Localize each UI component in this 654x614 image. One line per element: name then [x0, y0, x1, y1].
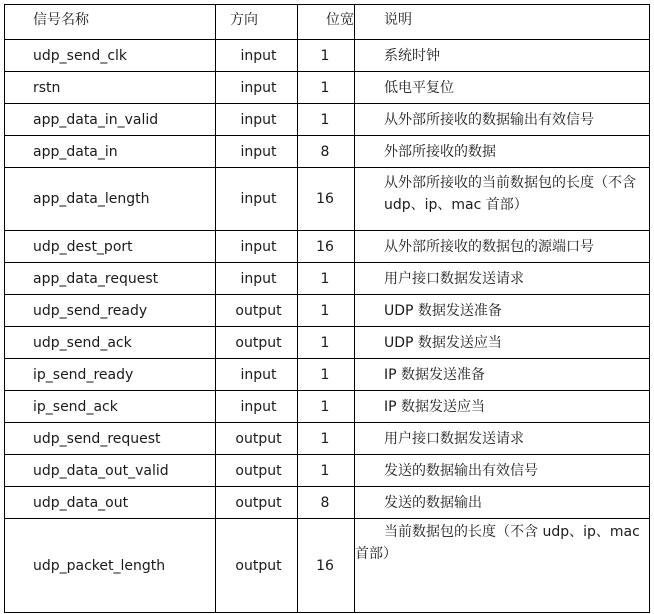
signal-name: udp_data_out	[5, 487, 216, 519]
signal-name: udp_send_request	[5, 423, 216, 455]
signal-description: 发送的数据输出	[355, 487, 650, 519]
signal-direction: input	[216, 168, 298, 231]
signal-direction: output	[216, 327, 298, 359]
signal-direction: input	[216, 72, 298, 104]
signal-direction: output	[216, 455, 298, 487]
table-row	[5, 519, 650, 613]
signal-description: IP 数据发送应当	[355, 391, 650, 423]
signal-name: app_data_length	[5, 168, 216, 231]
signal-width: 16	[298, 168, 355, 231]
signal-description: 发送的数据输出有效信号	[355, 455, 650, 487]
signal-description: 从外部所接收的数据包的源端口号	[355, 231, 650, 263]
signal-description: UDP 数据发送准备	[355, 295, 650, 327]
signal-direction: input	[216, 104, 298, 136]
signal-name: rstn	[5, 72, 216, 104]
signal-name: app_data_request	[5, 263, 216, 295]
table-row	[5, 72, 650, 104]
signal-name: app_data_in	[5, 136, 216, 168]
signal-description: 从外部所接收的当前数据包的长度（不含 udp、ip、mac 首部）	[355, 168, 650, 231]
table-row	[5, 40, 650, 72]
signal-table	[4, 4, 650, 613]
table-row	[5, 168, 650, 231]
header-direction: 方向	[216, 5, 298, 40]
signal-description: 低电平复位	[355, 72, 650, 104]
table-row	[5, 391, 650, 423]
signal-name: udp_send_clk	[5, 40, 216, 72]
signal-name: ip_send_ack	[5, 391, 216, 423]
table-row	[5, 231, 650, 263]
signal-width: 1	[298, 40, 355, 72]
signal-width: 1	[298, 327, 355, 359]
signal-description: 用户接口数据发送请求	[355, 423, 650, 455]
signal-width: 1	[298, 72, 355, 104]
header-width: 位宽	[298, 5, 355, 40]
signal-description: 系统时钟	[355, 40, 650, 72]
signal-width: 1	[298, 263, 355, 295]
signal-name: ip_send_ready	[5, 359, 216, 391]
table-row	[5, 327, 650, 359]
signal-description: UDP 数据发送应当	[355, 327, 650, 359]
signal-direction: input	[216, 391, 298, 423]
signal-width: 1	[298, 359, 355, 391]
signal-width: 8	[298, 136, 355, 168]
signal-width: 1	[298, 391, 355, 423]
table-header-row	[5, 5, 650, 40]
signal-direction: output	[216, 295, 298, 327]
signal-name: udp_send_ack	[5, 327, 216, 359]
table-row	[5, 455, 650, 487]
header-description: 说明	[355, 5, 650, 40]
table-row	[5, 104, 650, 136]
table-row	[5, 136, 650, 168]
signal-width: 16	[298, 231, 355, 263]
signal-description-wrapped	[355, 519, 650, 613]
signal-name: udp_data_out_valid	[5, 455, 216, 487]
header-signal-name: 信号名称	[5, 5, 216, 40]
signal-name: app_data_in_valid	[5, 104, 216, 136]
signal-direction: input	[216, 231, 298, 263]
signal-width: 1	[298, 423, 355, 455]
signal-direction: input	[216, 263, 298, 295]
signal-direction: output	[216, 519, 298, 613]
signal-direction: input	[216, 359, 298, 391]
signal-width: 1	[298, 295, 355, 327]
table-row	[5, 487, 650, 519]
signal-description: IP 数据发送准备	[355, 359, 650, 391]
signal-width: 1	[298, 104, 355, 136]
signal-description: 从外部所接收的数据输出有效信号	[355, 104, 650, 136]
signal-direction: output	[216, 423, 298, 455]
signal-width: 1	[298, 455, 355, 487]
signal-description: 用户接口数据发送请求	[355, 263, 650, 295]
signal-name: udp_send_ready	[5, 295, 216, 327]
table-row	[5, 263, 650, 295]
signal-direction: output	[216, 487, 298, 519]
signal-direction: input	[216, 136, 298, 168]
table-row	[5, 423, 650, 455]
table-row	[5, 359, 650, 391]
signal-width: 16	[298, 519, 355, 613]
signal-direction: input	[216, 40, 298, 72]
signal-description: 外部所接收的数据	[355, 136, 650, 168]
signal-name: udp_packet_length	[5, 519, 216, 613]
signal-description: 当前数据包的长度（不含 udp、ip、mac 首部）	[355, 524, 640, 562]
signal-width: 8	[298, 487, 355, 519]
table-row	[5, 295, 650, 327]
signal-name: udp_dest_port	[5, 231, 216, 263]
